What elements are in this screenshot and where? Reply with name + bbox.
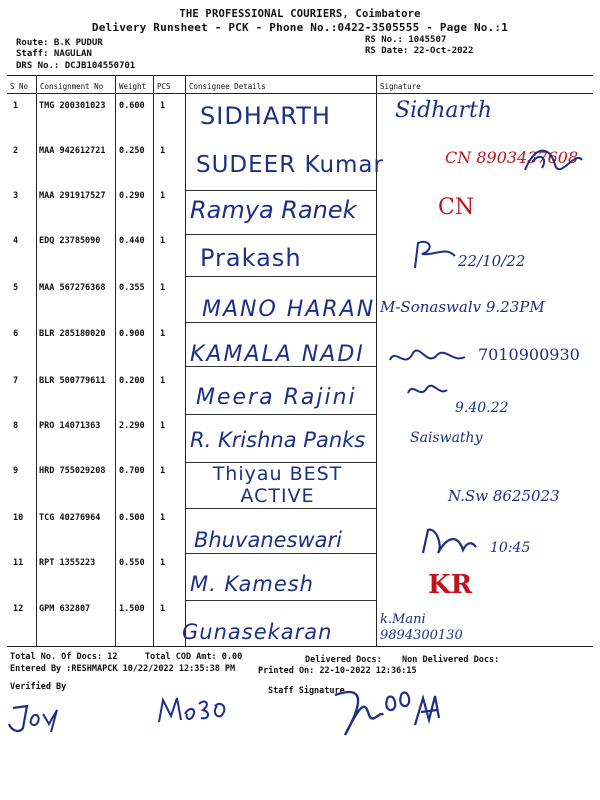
row-weight: 0.900 xyxy=(119,329,145,339)
col-header-signature: Signature xyxy=(380,82,421,91)
receiver-signature: Saiswathy xyxy=(410,430,483,446)
row-pcs: 1 xyxy=(160,558,166,568)
row-consignment: BLR 500779611 xyxy=(39,376,106,386)
receiver-signature: k.Mani 9894300130 xyxy=(380,612,463,643)
col-header-consignment: Consignment No xyxy=(40,82,104,91)
row-weight: 2.290 xyxy=(119,421,145,431)
row-pcs: 1 xyxy=(160,513,166,523)
row-consignment: GPM 632807 xyxy=(39,604,91,614)
receiver-signature: CN xyxy=(438,195,475,220)
consignee-handwriting: KAMALA NADI xyxy=(190,342,365,367)
signature-scribble xyxy=(520,140,590,180)
row-sno: 11 xyxy=(13,558,24,568)
row-weight: 0.200 xyxy=(119,376,145,386)
receiver-signature: M-Sonaswalv 9.23PM xyxy=(380,298,545,316)
row-sno: 7 xyxy=(13,376,19,386)
consignee-handwriting: Meera Rajini xyxy=(196,385,357,410)
drs-number: DRS No.: DCJB104550701 xyxy=(16,61,136,71)
consignee-underline xyxy=(186,414,376,415)
consignee-handwriting: Ramya Ranek xyxy=(190,196,357,224)
row-consignment: PRO 14071363 xyxy=(39,421,101,431)
route-label: Route: B.K PUDUR xyxy=(16,38,103,48)
consignee-underline xyxy=(186,462,376,463)
row-pcs: 1 xyxy=(160,191,166,201)
row-weight: 0.600 xyxy=(119,101,145,111)
consignee-underline xyxy=(186,190,376,191)
delivered-docs: Delivered Docs: xyxy=(305,655,382,665)
staff-label: Staff: NAGULAN xyxy=(16,49,92,59)
staff-signature-label: Staff Signature xyxy=(268,686,345,696)
row-sno: 8 xyxy=(13,421,19,431)
row-consignment: MAA 291917527 xyxy=(39,191,106,201)
row-pcs: 1 xyxy=(160,236,166,246)
consignee-handwriting: Prakash xyxy=(200,244,302,272)
row-pcs: 1 xyxy=(160,466,166,476)
row-weight: 0.355 xyxy=(119,283,145,293)
row-pcs: 1 xyxy=(160,329,166,339)
col-header-pcs: PCS xyxy=(157,82,171,91)
row-consignment: HRD 755029208 xyxy=(39,466,106,476)
row-weight: 0.500 xyxy=(119,513,145,523)
row-sno: 5 xyxy=(13,283,19,293)
consignee-handwriting: MANO HARAN xyxy=(202,297,376,322)
consignee-underline xyxy=(186,276,376,277)
receiver-signature: N.Sw 8625023 xyxy=(448,487,560,505)
consignee-handwriting: Bhuvaneswari xyxy=(194,528,343,552)
col-header-consignee: Consignee Details xyxy=(189,82,266,91)
non-delivered-docs: Non Delivered Docs: xyxy=(402,655,500,665)
header-bottom-border xyxy=(7,93,593,94)
consignee-underline xyxy=(186,553,376,554)
row-sno: 10 xyxy=(13,513,24,523)
row-pcs: 1 xyxy=(160,421,166,431)
rs-date: RS Date: 22-Oct-2022 xyxy=(365,46,474,56)
signature-scribble xyxy=(410,238,460,273)
company-title: THE PROFESSIONAL COURIERS, Coimbatore xyxy=(179,8,421,20)
row-pcs: 1 xyxy=(160,604,166,614)
signature-scribble xyxy=(418,525,478,560)
row-pcs: 1 xyxy=(160,283,166,293)
row-pcs: 1 xyxy=(160,376,166,386)
column-divider xyxy=(153,75,154,647)
signature-scribble xyxy=(385,345,480,370)
table-bottom-border xyxy=(7,646,593,647)
consignee-underline xyxy=(186,366,376,367)
row-sno: 6 xyxy=(13,329,19,339)
receiver-signature: Sidharth xyxy=(395,98,493,123)
row-sno: 3 xyxy=(13,191,19,201)
staff-initials-signature xyxy=(155,692,235,727)
consignee-underline xyxy=(186,234,376,235)
table-top-border xyxy=(7,75,593,76)
row-sno: 2 xyxy=(13,146,19,156)
verified-by-label: Verified By xyxy=(10,682,67,692)
receiver-signature: KR xyxy=(428,570,473,600)
total-docs: Total No. Of Docs: 12 xyxy=(10,652,118,662)
consignee-underline xyxy=(186,322,376,323)
row-consignment: RPT 1355223 xyxy=(39,558,96,568)
rs-number: RS No.: 1045507 xyxy=(365,35,447,45)
row-weight: 0.550 xyxy=(119,558,145,568)
receiver-signature: 10:45 xyxy=(490,540,531,556)
column-divider xyxy=(36,75,37,647)
col-header-sno: S No xyxy=(10,82,29,91)
col-header-weight: Weight xyxy=(119,82,147,91)
printed-on: Printed On: 22-10-2022 12:36:15 xyxy=(258,666,417,676)
consignee-handwriting: R. Krishna Panks xyxy=(190,428,366,452)
consignee-underline xyxy=(186,600,376,601)
row-weight: 0.250 xyxy=(119,146,145,156)
consignee-handwriting: Gunasekaran xyxy=(182,620,333,644)
total-cod: Total COD Amt: 0.00 xyxy=(145,652,243,662)
entered-by: Entered By :RESHMAPCK 10/22/2022 12:35:38 PM xyxy=(10,664,236,674)
row-sno: 1 xyxy=(13,101,19,111)
row-sno: 9 xyxy=(13,466,19,476)
receiver-signature: CN 8903437608 xyxy=(445,148,579,167)
row-weight: 0.440 xyxy=(119,236,145,246)
row-consignment: TCG 40276964 xyxy=(39,513,101,523)
row-sno: 12 xyxy=(13,604,24,614)
row-pcs: 1 xyxy=(160,146,166,156)
row-weight: 0.290 xyxy=(119,191,145,201)
row-pcs: 1 xyxy=(160,101,166,111)
row-weight: 1.500 xyxy=(119,604,145,614)
column-divider xyxy=(115,75,116,647)
consignee-handwriting: SUDEER Kumar xyxy=(196,152,384,178)
signature-scribble xyxy=(405,378,450,403)
verifier-signature xyxy=(5,700,65,735)
row-consignment: TMG 200301023 xyxy=(39,101,106,111)
receiver-signature: 9.40.22 xyxy=(455,400,509,416)
row-weight: 0.700 xyxy=(119,466,145,476)
receiver-signature: 22/10/22 xyxy=(458,252,526,270)
consignee-handwriting: M. Kamesh xyxy=(190,572,314,596)
consignee-handwriting: SIDHARTH xyxy=(200,102,331,130)
row-consignment: MAA 567276368 xyxy=(39,283,106,293)
row-consignment: EDQ 23785090 xyxy=(39,236,101,246)
row-sno: 4 xyxy=(13,236,19,246)
column-divider xyxy=(185,75,186,647)
receiver-signature: 7010900930 xyxy=(478,345,580,364)
row-consignment: MAA 942612721 xyxy=(39,146,106,156)
row-consignment: BLR 285180020 xyxy=(39,329,106,339)
runsheet-subtitle: Delivery Runsheet - PCK - Phone No.:0422-3505555 - Page No.:1 xyxy=(91,21,509,34)
staff-signature xyxy=(325,680,445,740)
consignee-underline xyxy=(186,508,376,509)
consignee-handwriting: Thiyau BEST ACTIVE xyxy=(212,463,343,507)
